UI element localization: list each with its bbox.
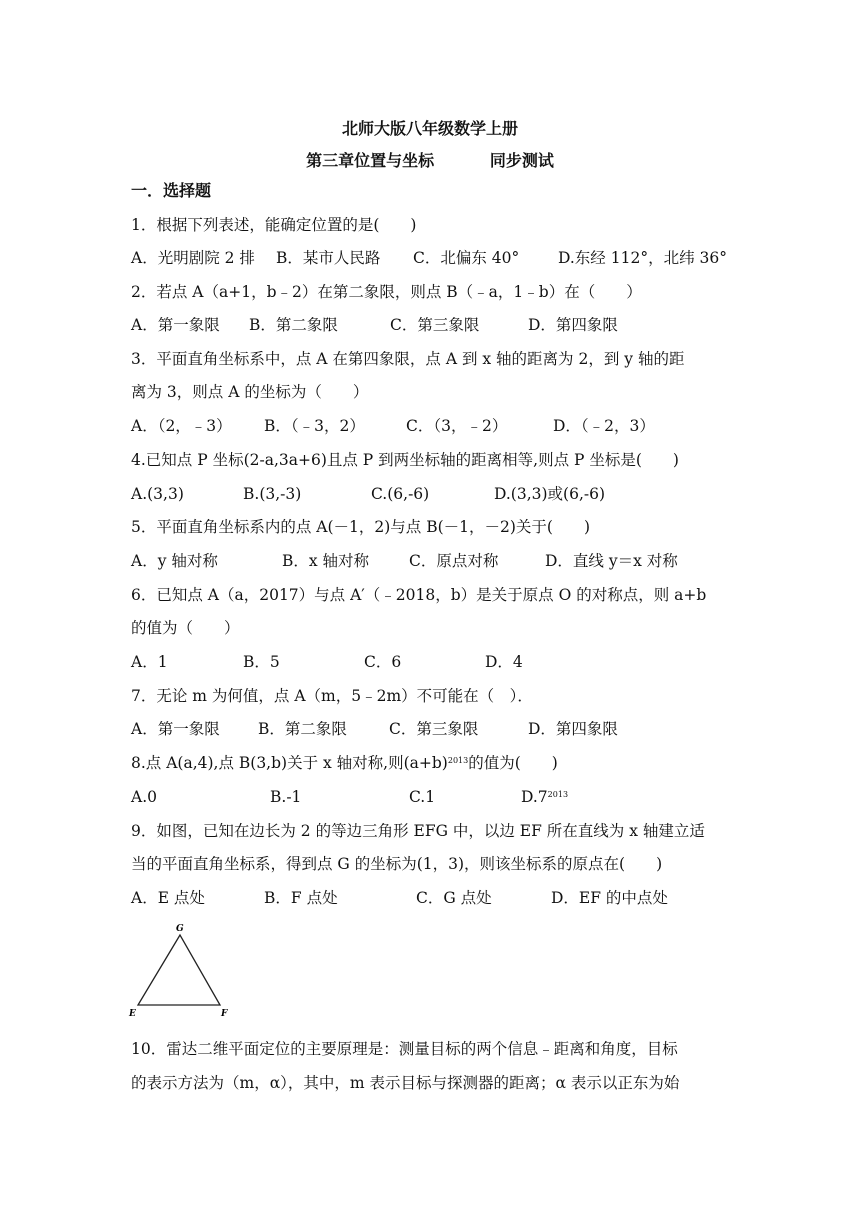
question-6-option-c: C．6 xyxy=(364,653,402,671)
question-3-stem-line-1: 3．平面直角坐标系中，点 A 在第四象限，点 A 到 x 轴的距离为 2，到 y 轴的距 xyxy=(131,350,685,368)
document-subtitle: 第三章位置与坐标 同步测试 xyxy=(306,151,554,170)
triangle-efg xyxy=(138,935,220,1005)
question-6-stem-line-1: 6．已知点 A（a，2017）与点 A′（﹣2018，b）是关于原点 O 的对称点，则 a+b xyxy=(131,586,707,604)
question-9-stem-line-1: 9．如图，已知在边长为 2 的等边三角形 EFG 中，以边 EF 所在直线为 x 轴建立适 xyxy=(131,822,705,840)
question-9-option-a: A．E 点处 xyxy=(131,889,205,907)
question-2-option-c: C．第三象限 xyxy=(390,316,480,334)
question-9-option-c: C．G 点处 xyxy=(416,889,492,907)
question-8-option-a: A.0 xyxy=(131,788,157,806)
question-9-option-b: B．F 点处 xyxy=(264,889,338,907)
question-8-exponent: 2013 xyxy=(447,756,469,765)
question-8-option-d-text: D.7 xyxy=(521,788,548,806)
vertex-label-e: E xyxy=(129,1009,136,1019)
question-2-option-a: A．第一象限 xyxy=(131,316,220,334)
question-3-stem-line-2: 离为 3，则点 A 的坐标为（ ） xyxy=(131,383,369,401)
question-8-option-d-exponent: 2013 xyxy=(547,790,569,799)
question-1-option-d: D.东经 112°，北纬 36° xyxy=(558,249,727,267)
question-8-option-d xyxy=(521,787,568,807)
question-4-option-c: C.(6,-6) xyxy=(371,485,430,503)
question-7-option-d: D．第四象限 xyxy=(528,720,618,738)
question-5-option-d: D．直线 y＝x 对称 xyxy=(545,552,678,570)
question-3-option-a: A．（2，﹣3） xyxy=(131,417,232,435)
question-2-option-b: B．第二象限 xyxy=(249,316,338,334)
question-1-stem: 1．根据下列表述，能确定位置的是( ) xyxy=(131,216,417,234)
question-5-option-c: C．原点对称 xyxy=(409,552,499,570)
question-3-option-d: D．（﹣2，3） xyxy=(553,417,655,435)
question-5-option-a: A．y 轴对称 xyxy=(131,552,218,570)
question-6-stem-line-2: 的值为（ ） xyxy=(131,619,240,637)
question-4-option-a: A.(3,3) xyxy=(131,485,184,503)
question-3-option-c: C．（3，﹣2） xyxy=(406,417,508,435)
question-1-option-c: C．北偏东 40° xyxy=(413,249,520,267)
question-7-option-c: C．第三象限 xyxy=(389,720,479,738)
question-6-option-a: A．1 xyxy=(131,653,168,671)
question-9-stem-line-2: 当的平面直角坐标系，得到点 G 的坐标为(1，3)，则该坐标系的原点在( ) xyxy=(131,855,663,873)
question-6-option-d: D．4 xyxy=(485,653,523,671)
question-9-option-d: D．EF 的中点处 xyxy=(551,889,668,907)
question-6-option-b: B．5 xyxy=(243,653,280,671)
question-1-option-a: A．光明剧院 2 排 xyxy=(131,249,255,267)
question-10-line-2: 的表示方法为（m，α），其中，m 表示目标与探测器的距离；α 表示以正东为始 xyxy=(131,1074,680,1092)
question-5-stem: 5．平面直角坐标系内的点 A(－1，2)与点 B(－1，－2)关于( ) xyxy=(131,518,591,536)
question-8-stem-tail: 的值为( ) xyxy=(468,754,558,772)
question-2-option-d: D．第四象限 xyxy=(528,316,618,334)
vertex-label-f: F xyxy=(221,1009,228,1019)
question-4-option-b: B.(3,-3) xyxy=(243,485,302,503)
question-8-stem xyxy=(131,753,558,773)
question-7-stem: 7．无论 m 为何值，点 A（m，5﹣2m）不可能在（ ）． xyxy=(131,687,533,705)
question-7-option-b: B．第二象限 xyxy=(258,720,347,738)
vertex-label-g: G xyxy=(176,924,184,934)
question-8-option-c: C.1 xyxy=(409,788,436,806)
section-heading: 一．选择题 xyxy=(131,181,212,200)
question-8-option-b: B.-1 xyxy=(270,788,302,806)
question-3-option-b: B．（﹣3，2） xyxy=(264,417,365,435)
question-2-stem: 2．若点 A（a+1，b﹣2）在第二象限，则点 B（﹣a，1﹣b）在（ ） xyxy=(131,283,642,301)
question-10-line-1: 10．雷达二维平面定位的主要原理是：测量目标的两个信息﹣距离和角度，目标 xyxy=(131,1040,678,1058)
question-4-option-d: D.(3,3)或(6,-6) xyxy=(494,485,606,503)
question-1-option-b: B．某市人民路 xyxy=(276,249,381,267)
document-title: 北师大版八年级数学上册 xyxy=(341,119,518,138)
question-5-option-b: B．x 轴对称 xyxy=(282,552,370,570)
question-8-stem-text: 8.点 A(a,4),点 B(3,b)关于 x 轴对称,则(a+b) xyxy=(131,754,448,772)
question-4-stem: 4.已知点 P 坐标(2-a,3a+6)且点 P 到两坐标轴的距离相等,则点 P 坐标是( ) xyxy=(131,451,679,469)
question-7-option-a: A．第一象限 xyxy=(131,720,220,738)
triangle-efg-figure xyxy=(125,918,235,1020)
